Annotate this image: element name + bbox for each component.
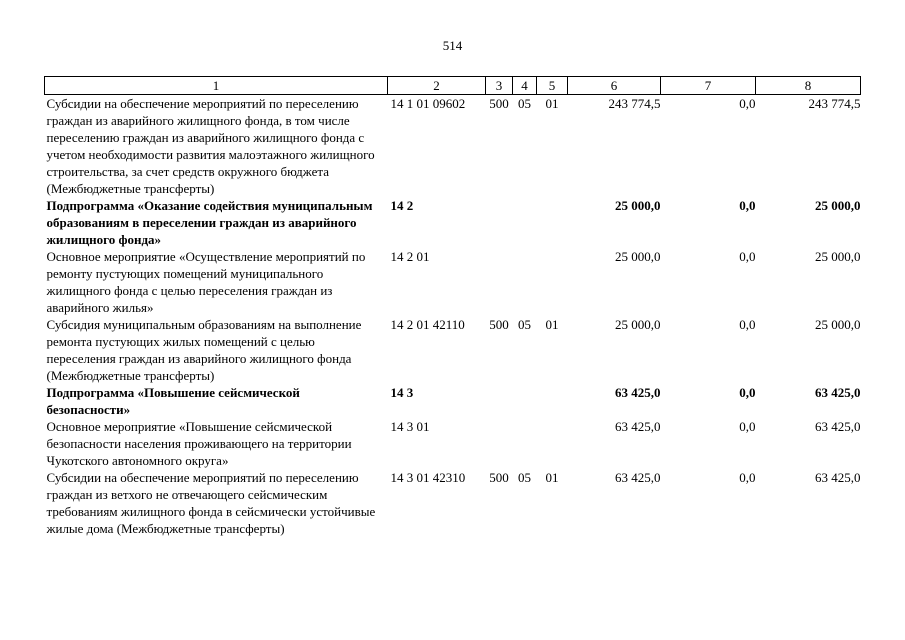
cell-col-7: 0,0 <box>739 385 756 400</box>
cell-code: 14 3 <box>390 385 414 400</box>
cell-col-6: 63 425,0 <box>615 470 661 485</box>
cell-col-4: 05 <box>518 96 531 111</box>
cell-name: Подпрограмма «Оказание содействия муниципальным образованиям в переселении граждан из аварийного жилищного фонда» <box>46 198 373 247</box>
cell-col-8: 63 425,0 <box>815 385 861 400</box>
header-col-3: 3 <box>486 77 513 95</box>
cell-col-5 <box>537 384 568 418</box>
cell-col-5 <box>537 197 568 248</box>
cell-col-4 <box>513 418 537 469</box>
cell-col-7: 0,0 <box>739 249 756 264</box>
cell-col-3 <box>486 197 513 248</box>
cell-col-4: 05 <box>518 470 531 485</box>
cell-col-5: 01 <box>545 470 559 485</box>
cell-name: Субсидия муниципальным образованиям на выполнение ремонта пустующих жилых помещений с целью переселения граждан из аварийного жилищного фонда (Межбюджетные трансферты) <box>46 317 362 383</box>
cell-col-8: 25 000,0 <box>815 317 861 332</box>
table-row <box>45 197 861 248</box>
table-row <box>45 418 861 469</box>
cell-col-6: 25 000,0 <box>615 198 661 213</box>
cell-col-4 <box>513 197 537 248</box>
cell-col-8: 25 000,0 <box>815 198 861 213</box>
table-row <box>45 384 861 418</box>
cell-col-3: 500 <box>489 317 509 332</box>
cell-col-3 <box>486 418 513 469</box>
cell-col-7: 0,0 <box>739 96 756 111</box>
header-col-6: 6 <box>568 77 661 95</box>
cell-col-3 <box>486 384 513 418</box>
header-col-1: 1 <box>45 77 388 95</box>
cell-col-8: 25 000,0 <box>815 249 861 264</box>
cell-col-7: 0,0 <box>739 419 756 434</box>
cell-col-5 <box>537 248 568 316</box>
cell-col-8: 63 425,0 <box>815 470 861 485</box>
cell-col-8: 63 425,0 <box>815 419 861 434</box>
cell-col-6: 25 000,0 <box>615 317 661 332</box>
cell-col-3: 500 <box>489 470 509 485</box>
cell-col-5 <box>537 418 568 469</box>
header-col-4: 4 <box>513 77 537 95</box>
cell-name: Субсидии на обеспечение мероприятий по переселению граждан из ветхого не отвечающего сейсмическим требованиям жилищного фонда в сейсмически устойчивые жилые дома (Межбюджетные трансферты) <box>46 470 376 536</box>
header-col-2: 2 <box>388 77 486 95</box>
cell-col-6: 25 000,0 <box>615 249 661 264</box>
cell-code: 14 2 01 42110 <box>390 317 465 332</box>
cell-col-7: 0,0 <box>739 470 756 485</box>
cell-col-3: 500 <box>489 96 509 111</box>
table-body <box>45 95 861 538</box>
cell-name: Основное мероприятие «Осуществление мероприятий по ремонту пустующих помещений муниципального жилищного фонда с целью переселения граждан из аварийного жилья» <box>46 249 366 315</box>
page-number: 514 <box>442 38 463 53</box>
cell-name: Подпрограмма «Повышение сейсмической безопасности» <box>46 385 300 417</box>
cell-code: 14 3 01 42310 <box>390 470 466 485</box>
cell-name: Субсидии на обеспечение мероприятий по переселению граждан из аварийного жилищного фонда, в том числе переселению граждан из аварийного жилищного фонда с учетом необходимости развития малоэтажного жилищного строительства, за счет средств окружного бюджета (Межбюджетные трансферты) <box>46 96 375 196</box>
cell-col-3 <box>486 248 513 316</box>
header-col-8: 8 <box>756 77 861 95</box>
header-col-7: 7 <box>661 77 756 95</box>
cell-col-4: 05 <box>518 317 531 332</box>
cell-code: 14 2 01 <box>390 249 430 264</box>
cell-col-6: 63 425,0 <box>615 385 661 400</box>
cell-col-6: 63 425,0 <box>615 419 661 434</box>
table-row <box>45 248 861 316</box>
table-row <box>45 95 861 198</box>
cell-code: 14 3 01 <box>390 419 430 434</box>
cell-col-7: 0,0 <box>739 317 756 332</box>
table-row <box>45 316 861 384</box>
cell-code: 14 1 01 09602 <box>390 96 466 111</box>
cell-code: 14 2 <box>390 198 414 213</box>
table-row <box>45 469 861 537</box>
budget-table <box>44 76 861 537</box>
header-col-5: 5 <box>537 77 568 95</box>
cell-col-7: 0,0 <box>739 198 756 213</box>
cell-col-6: 243 774,5 <box>608 96 661 111</box>
cell-name: Основное мероприятие «Повышение сейсмической безопасности населения проживающего на территории Чукотского автономного округа» <box>46 419 352 468</box>
cell-col-5: 01 <box>545 96 559 111</box>
table-header <box>45 77 861 95</box>
cell-col-5: 01 <box>545 317 559 332</box>
cell-col-8: 243 774,5 <box>808 96 861 111</box>
header-row <box>45 77 861 95</box>
cell-col-4 <box>513 248 537 316</box>
cell-col-4 <box>513 384 537 418</box>
